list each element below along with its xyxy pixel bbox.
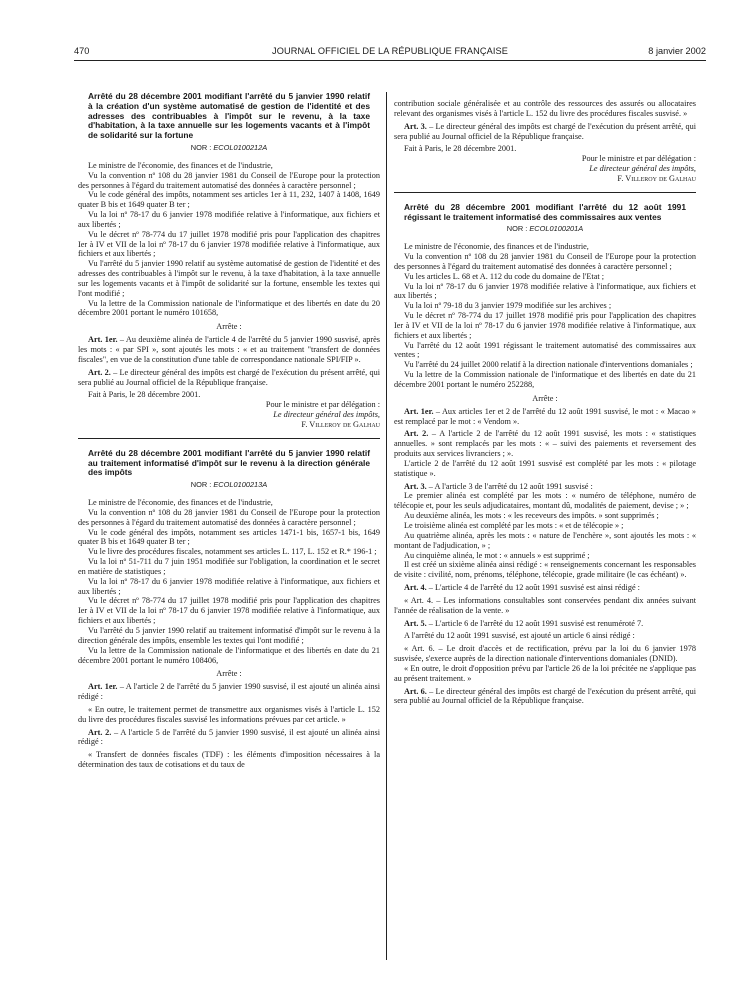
- paragraph: Vu la convention nº 108 du 28 janvier 1981 du Conseil de l'Europe pour la protection des personnes à l'égard du traitement automatisé des données à caractère personnel ;: [78, 507, 380, 527]
- paragraph: Vu la convention nº 108 du 28 janvier 1981 du Conseil de l'Europe pour la protection des personnes à l'égard du traitement automatisé des données à caractère personnel ;: [78, 170, 380, 190]
- nor-label: NOR :: [506, 224, 528, 234]
- signature-title: Le directeur général des impôts,: [273, 410, 380, 420]
- arrete-heading: Arrête :: [216, 669, 242, 679]
- paragraph: Au cinquième alinéa, le mot : « annuels » est supprimé ;: [404, 550, 590, 560]
- article-1: [78, 335, 380, 365]
- article-text: – L'article 4 de l'arrêté du 12 août 1991 susvisé est ainsi rédigé :: [426, 583, 640, 593]
- fait-a-paris: Fait à Paris, le 28 décembre 2001.: [404, 144, 517, 154]
- article-label: Art. 5.: [404, 618, 427, 628]
- paragraph: Vu la loi nº 78-17 du 6 janvier 1978 modifiée relative à l'informatique, aux fichiers et aux libertés ;: [394, 281, 696, 301]
- article-label: Art. 2.: [88, 367, 111, 377]
- paragraph: Le ministre de l'économie, des finances et de l'industrie,: [404, 242, 589, 252]
- nor-code: ECOL0100213A: [213, 480, 268, 490]
- article-label: Art. 6.: [404, 686, 427, 696]
- article-4: [394, 583, 696, 593]
- paragraph: Vu l'arrêté du 5 janvier 1990 relatif au système automatisé de gestion de l'identité et des adresses des contribuables à l'impôt sur le revenu, à la taxe d'habitation, à la taxe annuelle sur les logements vacants et à l'impôt de solidarité sur la fortune, ensemble les textes qui l'ont modifié ;: [78, 259, 380, 298]
- paragraph: Le ministre de l'économie, des finances et de l'industrie,: [88, 498, 273, 507]
- paragraph: Vu l'arrêté du 5 janvier 1990 relatif au traitement informatisé d'impôt sur le revenu à la direction générale des impôts, ensemble les textes qui l'ont modifié ;: [78, 625, 380, 645]
- nor-reference-2: [78, 480, 380, 490]
- arrete-heading: Arrête :: [532, 393, 558, 403]
- paragraph: Vu le décret nº 78-774 du 17 juillet 1978 modifié pris pour l'application des chapitres Ier à IV et VII de la loi nº 78-17 du 6 janvier 1978 modifiée relative à l'informatique, aux fichiers et aux libertés ;: [78, 229, 380, 259]
- nor-code: ECOL0100201A: [529, 224, 584, 234]
- paragraph: Le premier alinéa est complété par les mots : « numéro de téléphone, numéro de télécopie et, pour les seuls adjudicataires, montant dû, modalités de paiement, devise ; » ;: [394, 491, 696, 511]
- paragraph: Le ministre de l'économie, des finances et de l'industrie,: [88, 160, 273, 170]
- signature-line: Pour le ministre et par délégation :: [265, 400, 380, 410]
- article-label: Art. 2.: [404, 429, 429, 439]
- signature-title: Le directeur général des impôts,: [589, 164, 696, 174]
- paragraph: Vu la loi nº 78-17 du 6 janvier 1978 modifiée relative à l'informatique, aux fichiers et aux libertés ;: [78, 210, 380, 229]
- article-label: Art. 3.: [404, 121, 427, 131]
- paragraph: Vu la lettre de la Commission nationale de l'informatique et des libertés en date du 21 décembre 2001 portant le numéro 252288,: [394, 370, 696, 389]
- paragraph: Vu le décret nº 78-774 du 17 juillet 1978 modifié pris pour l'application des chapitres Ier à IV et VII de la loi nº 78-17 du 6 janvier 1978 modifiée relative à l'informatique, aux fichiers et aux libertés ;: [78, 596, 380, 626]
- page-header: [74, 46, 706, 60]
- paragraph: Vu le décret nº 78-774 du 17 juillet 1978 modifié pris pour l'application des chapitres Ier à IV et VII de la loi nº 78-17 du 6 janvier 1978 modifiée relative à l'informatique, aux fichiers et aux libertés ;: [394, 311, 696, 340]
- paragraph: Au quatrième alinéa, après les mots : « nature de l'enchère », sont ajoutés les mots : « montant de l'adjudication, » ;: [394, 530, 696, 550]
- nor-label: NOR :: [190, 480, 212, 490]
- journal-title: JOURNAL OFFICIEL DE LA RÉPUBLIQUE FRANÇAISE: [272, 46, 508, 56]
- article-label: Art. 3.: [404, 481, 427, 491]
- article-text: – Le directeur général des impôts est chargé de l'exécution du présent arrêté, qui sera publié au Journal officiel de la République française.: [78, 367, 380, 387]
- paragraph: L'article 2 de l'arrêté du 12 août 1991 susvisé est complété par les mots : « pilotage statistique ».: [394, 458, 696, 478]
- article-2: [78, 368, 380, 388]
- header-rule: [74, 60, 706, 61]
- quoted-text: « Transfert de données fiscales (TDF) : les éléments d'imposition nécessaires à la détermination des taux de cotisations et du taux de: [78, 750, 380, 770]
- article-2: [78, 728, 380, 748]
- paragraph: Vu la loi nº 51-711 du 7 juin 1951 modifiée sur l'obligation, la coordination et le secret en matière de statistiques ;: [78, 557, 380, 576]
- article-text: – A l'article 5 de l'arrêté du 5 janvier 1990 susvisé, il est ajouté un alinéa ainsi rédigé :: [78, 727, 380, 747]
- paragraph: Vu le code général des impôts, notamment ses articles 1471-1 bis, 1657-1 bis, 1649 quater B bis et 1649 quater B ter ;: [78, 527, 380, 547]
- article-6: [394, 687, 696, 707]
- paragraph: Au deuxième alinéa, les mots : « les receveurs des impôts. » sont supprimés ;: [404, 511, 659, 521]
- article-text: – A l'article 2 de l'arrêté du 5 janvier 1990 susvisé, il est ajouté un alinéa ainsi rédigé :: [78, 682, 380, 702]
- paragraph: Vu le livre des procédures fiscales, notamment ses articles L. 117, L. 152 et R.* 196-1 ;: [88, 547, 377, 557]
- decree-title-1: Arrêté du 28 décembre 2001 modifiant l'arrêté du 5 janvier 1990 relatif à la création d'un système automatisé de gestion de l'identité et des adresses des contribuables à l'impôt sur le revenu, à la taxe d'habitation, à la taxe annuelle sur les logements vacants et à l'impôt de solidarité sur la fortune: [88, 91, 370, 141]
- quoted-text: « Art. 6. – Le droit d'accès et de rectification, prévu par la loi du 6 janvier 1978 susvisée, s'exerce auprès de la direction nationale d'interventions domaniales (DNID).: [394, 644, 696, 664]
- paragraph: Vu la loi nº 79-18 du 3 janvier 1979 modifiée sur les archives ;: [404, 301, 612, 311]
- paragraph: Vu la lettre de la Commission nationale de l'informatique et des libertés en date du 20 décembre 2001 portant le numéro 101658,: [78, 298, 380, 318]
- continued-text: contribution sociale généralisée et au contrôle des ressources des assurés ou allocataires relevant des organismes visés à l'article L. 152 du livre des procédures fiscales susvisé. »: [394, 99, 696, 118]
- paragraph: Vu la convention nº 108 du 28 janvier 1981 du Conseil de l'Europe pour la protection des personnes à l'égard du traitement automatisé des données à caractère personnel ;: [394, 252, 696, 271]
- paragraph: Le troisième alinéa est complété par les mots : « et de télécopie » ;: [404, 520, 624, 530]
- signatory-name: F. Villeroy de Galhau: [617, 173, 696, 183]
- paragraph: Vu la lettre de la Commission nationale de l'informatique et des libertés en date du 21 décembre 2001 portant le numéro 108406,: [78, 645, 380, 665]
- right-column: [394, 99, 696, 706]
- quoted-text: « En outre, le traitement permet de transmettre aux organismes visés à l'article L. 152 du livre des procédures fiscales susvisé les informations prévues par cet article. »: [78, 704, 380, 724]
- article-text: – Le directeur général des impôts est chargé de l'exécution du présent arrêté, qui sera publié au Journal officiel de la République française.: [394, 686, 696, 706]
- paragraph: Vu l'arrêté du 24 juillet 2000 relatif à la direction nationale d'interventions domaniales ;: [404, 360, 693, 370]
- article-text: – Le directeur général des impôts est chargé de l'exécution du présent arrêté, qui sera publié au Journal officiel de la République française.: [394, 121, 696, 141]
- article-text: – L'article 6 de l'arrêté du 12 août 1991 susvisé est renuméroté 7.: [426, 618, 644, 628]
- nor-code: ECOL0100212A: [213, 142, 268, 152]
- quoted-text: « Art. 4. – Les informations consultables sont conservées pendant dix années suivant l'année de réalisation de la vente. »: [394, 595, 696, 615]
- article-text: – Aux articles 1er et 2 de l'arrêté du 12 août 1991 susvisé, le mot : « Macao » est remplacé par le mot : « Vendom ».: [394, 406, 697, 426]
- article-2: [394, 429, 696, 459]
- paragraph: A l'arrêté du 12 août 1991 susvisé, est ajouté un article 6 ainsi rédigé :: [404, 631, 635, 641]
- signature-block-1: [78, 400, 380, 430]
- issue-date: 8 janvier 2002: [648, 46, 706, 56]
- article-3: [394, 122, 696, 142]
- article-label: Art. 1er.: [88, 682, 118, 692]
- article-text: – A l'article 3 de l'arrêté du 12 août 1991 susvisé :: [426, 481, 593, 491]
- column-divider: [386, 92, 387, 960]
- decree-title-3: Arrêté du 28 décembre 2001 modifiant l'arrêté du 12 août 1991 régissant le traitement informatisé des commissaires aux ventes: [404, 201, 686, 222]
- signature-line: Pour le ministre et par délégation :: [581, 154, 696, 164]
- article-label: Art. 4.: [404, 583, 427, 593]
- arrete-heading: Arrête :: [216, 322, 242, 332]
- article-label: Art. 1er.: [88, 335, 118, 345]
- page-number: 470: [74, 46, 90, 56]
- paragraph: Vu la loi nº 78-17 du 6 janvier 1978 modifiée relative à l'informatique, aux fichiers et aux libertés ;: [78, 576, 380, 596]
- nor-reference-3: [394, 224, 696, 234]
- article-label: Art. 2.: [88, 727, 112, 737]
- paragraph: Il est créé un sixième alinéa ainsi rédigé : « renseignements concernant les responsables de visite : civilité, nom, prénoms, téléphone, télécopie, grade militaire (le cas échéant) ».: [394, 560, 696, 580]
- article-text: – Au deuxième alinéa de l'article 4 de l'arrêté du 5 janvier 1990 susvisé, après les mots : « par SPI », sont ajoutés les mots : « et au traitement "transfert de données fiscales", en vue de la constitution d'une table de correspondance nationale SPI/FIP ».: [78, 335, 380, 364]
- section-divider: [78, 438, 380, 439]
- article-label: Art. 1er.: [404, 406, 434, 416]
- paragraph: Vu les articles L. 68 et A. 112 du code du domaine de l'Etat ;: [404, 271, 605, 281]
- left-column: [78, 92, 380, 770]
- fait-a-paris: Fait à Paris, le 28 décembre 2001.: [88, 390, 201, 400]
- article-3: [394, 482, 696, 492]
- article-1: [394, 407, 696, 427]
- article-text: – A l'article 2 de l'arrêté du 12 août 1991 susvisé, les mots : « statistiques annuelles. » sont remplacés par les mots : « – suivi des paiements et reversement des produits aux services livranciers ; ».: [394, 429, 696, 459]
- nor-reference-1: [78, 143, 380, 153]
- decree-title-2: Arrêté du 28 décembre 2001 modifiant l'arrêté du 5 janvier 1990 relatif au traitement informatisé d'impôt sur le revenu à la direction générale des impôts: [88, 447, 370, 478]
- paragraph: Vu le code général des impôts, notamment ses articles 1er à 11, 232, 1407 à 1408, 1649 quater B bis et 1649 quater B ter ;: [78, 190, 380, 210]
- signature-block-2: [394, 154, 696, 184]
- paragraph: Vu l'arrêté du 12 août 1991 régissant le traitement automatisé des commissaires aux ventes ;: [394, 340, 696, 360]
- article-5: [394, 619, 696, 629]
- signatory-name: F. Villeroy de Galhau: [301, 419, 380, 429]
- quoted-text: « En outre, le droit d'opposition prévu par l'article 26 de la loi précitée ne s'applique pas au présent traitement. »: [394, 663, 696, 683]
- article-1: [78, 682, 380, 702]
- section-divider: [394, 192, 696, 193]
- nor-label: NOR :: [190, 142, 212, 152]
